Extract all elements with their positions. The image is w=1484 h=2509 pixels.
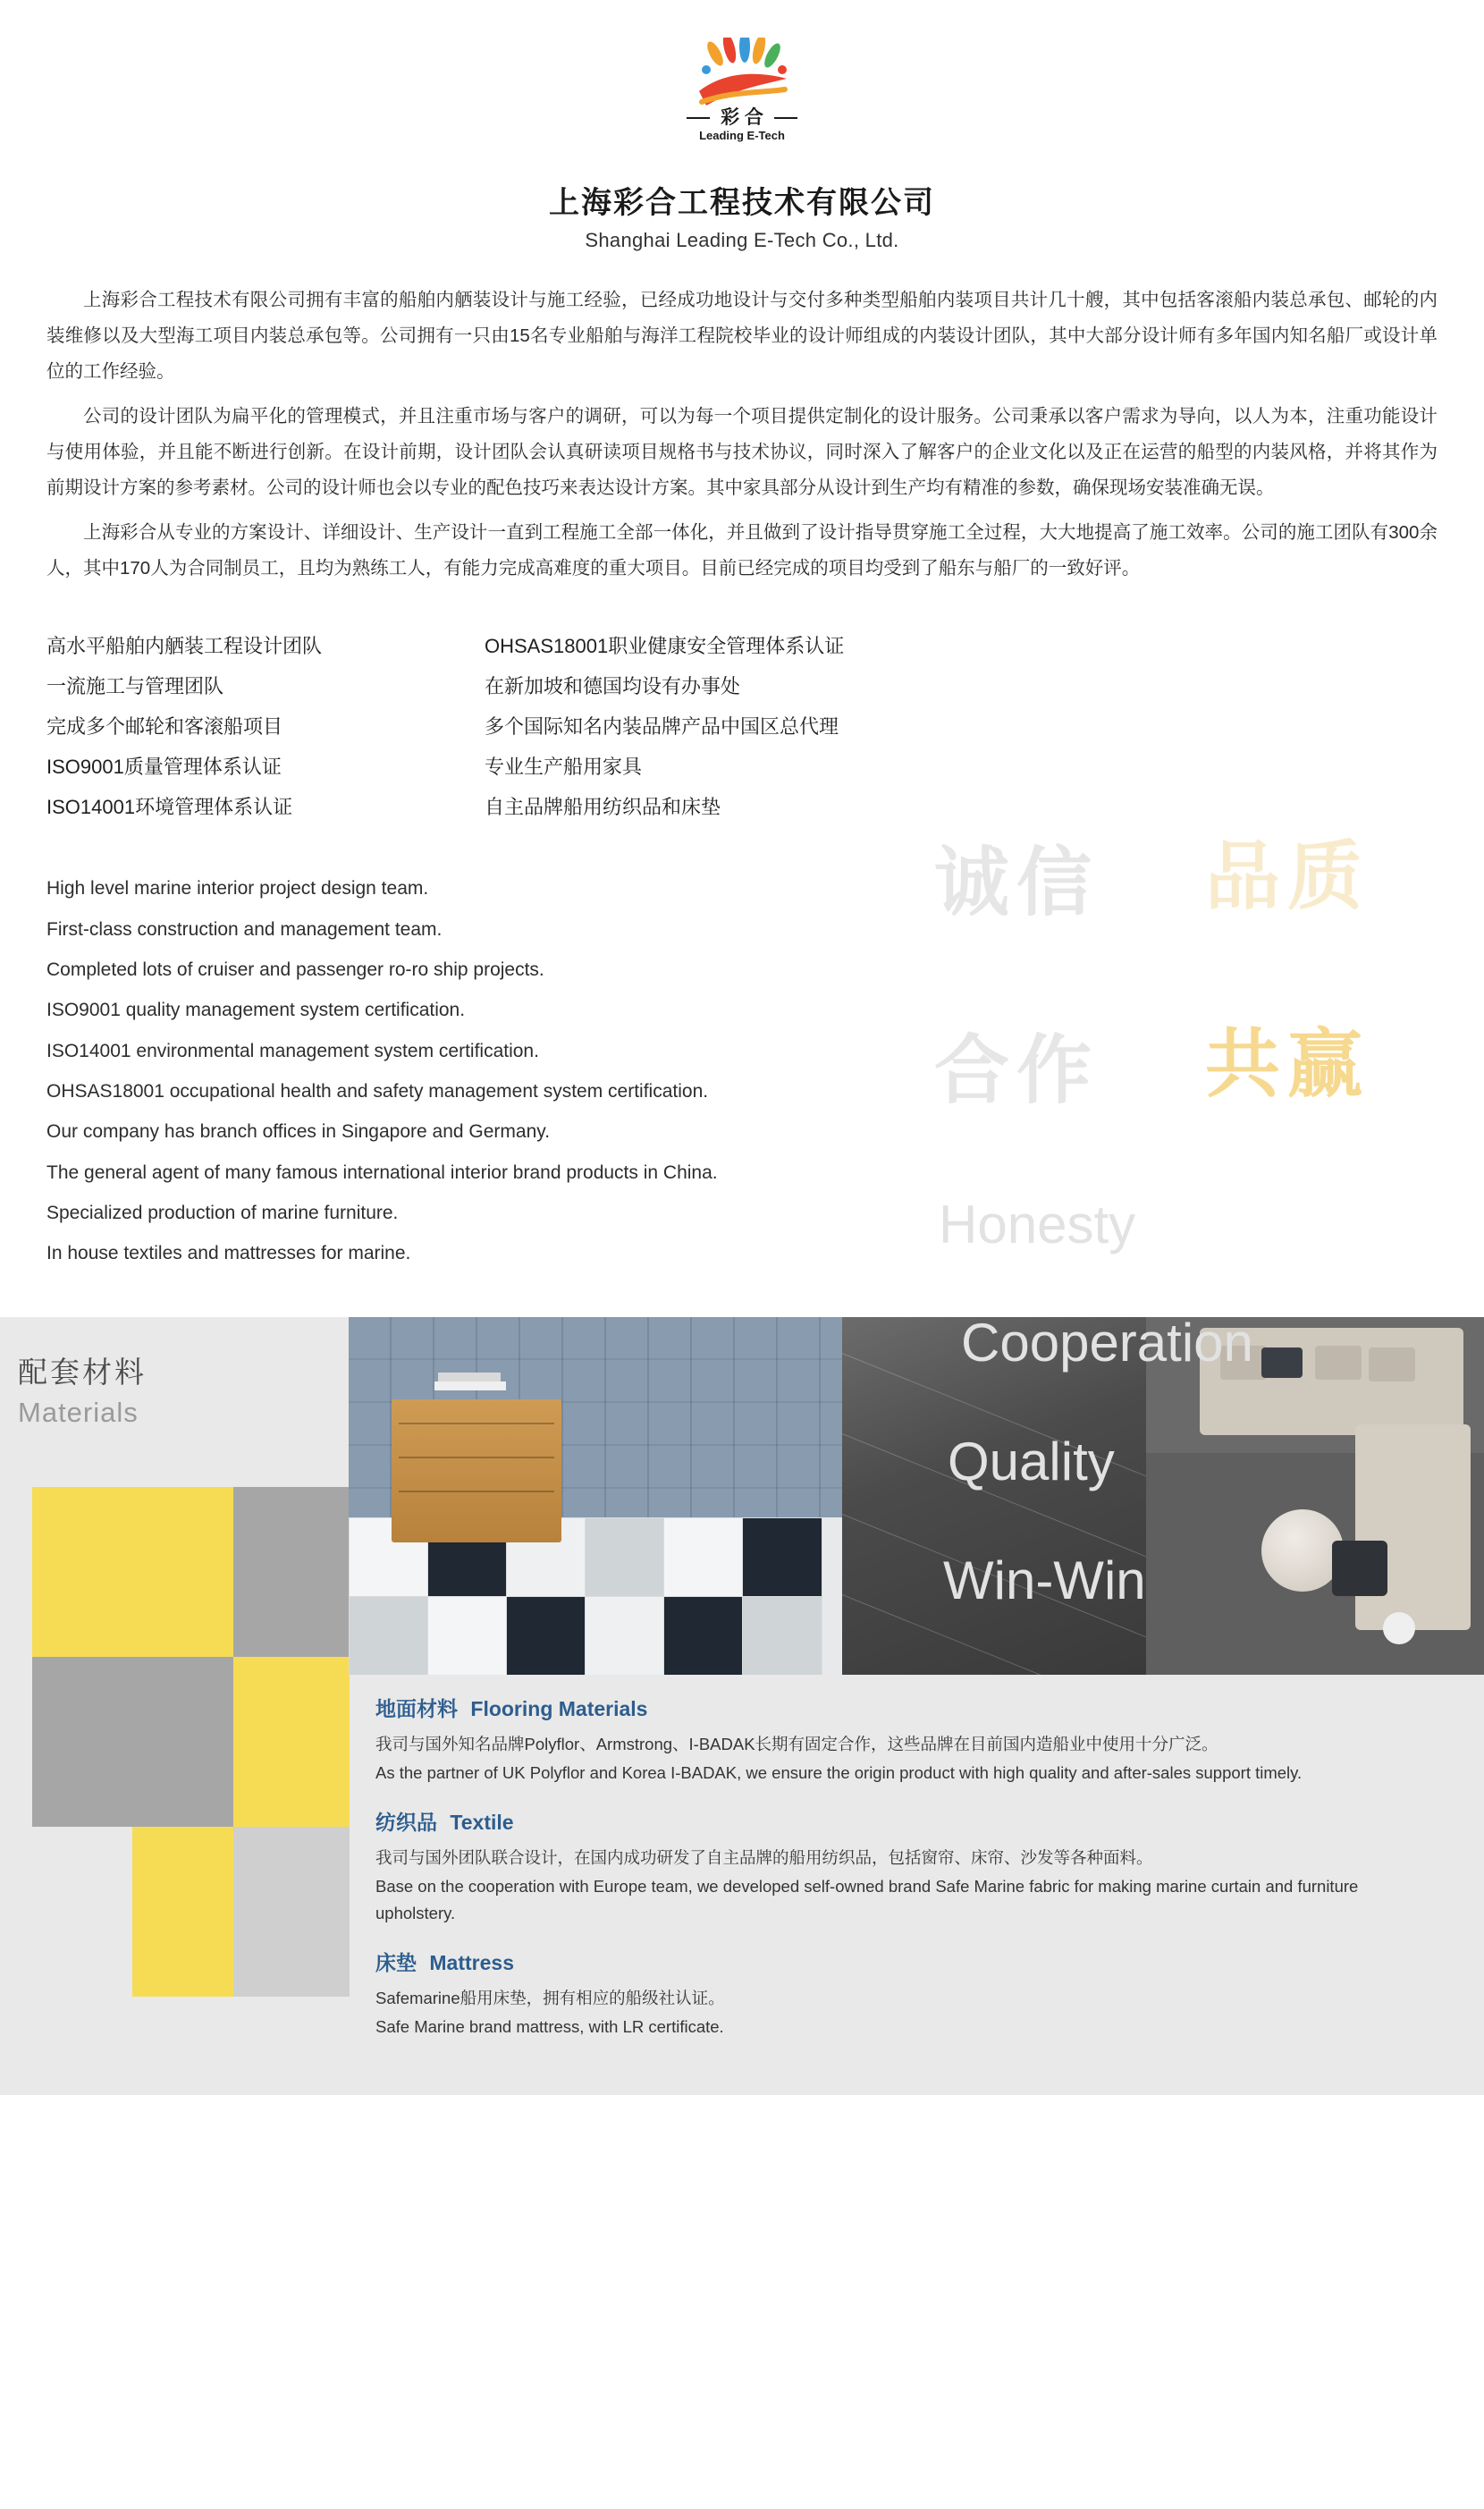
english-item: ISO14001 environmental management system certification. xyxy=(46,1040,539,1061)
materials-image-strip xyxy=(349,1313,1484,1675)
english-item: Completed lots of cruiser and passenger ro-ro ship projects. xyxy=(46,959,544,980)
logo-cn-mark: 彩 合 xyxy=(721,107,763,128)
flooring-tile-room-photo xyxy=(349,1317,842,1675)
watermark-hezuo: 合作 xyxy=(934,1028,1100,1112)
english-item: Our company has branch offices in Singapore and Germany. xyxy=(46,1121,551,1143)
materials-paragraph: 我司与国外团队联合设计，在国内成功研发了自主品牌的船用纺织品，包括窗帘、床帘、沙发等各种面料。 xyxy=(375,1847,1153,1867)
decorative-block-yellow xyxy=(132,1827,233,1997)
caihe-logo xyxy=(653,38,831,163)
materials-title-cn: 配套材料 xyxy=(18,1355,147,1389)
materials-text xyxy=(375,1693,1441,2060)
english-item: The general agent of many famous international interior brand products in China. xyxy=(46,1162,718,1183)
english-item: High level marine interior project design team. xyxy=(46,878,429,900)
materials-block-flooring xyxy=(375,1693,1441,1787)
feature-item: 自主品牌船用纺织品和床垫 xyxy=(485,796,721,819)
decorative-block-yellow xyxy=(233,1657,350,1827)
watermark-quality: Quality xyxy=(948,1432,1115,1491)
english-item: OHSAS18001 occupational health and safety management system certification. xyxy=(46,1081,709,1102)
decorative-block-gray xyxy=(32,1657,233,1827)
materials-paragraph: Base on the cooperation with Europe team, we developed self-owned brand Safe Marine fabric for making marine curtain and furniture upholstery. xyxy=(375,1876,1359,1922)
document-header xyxy=(0,0,1484,252)
intro-section xyxy=(46,283,1438,587)
intro-paragraph: 公司的设计团队为扁平化的管理模式，并且注重市场与客户的调研，可以为每一个项目提供定制化的设计服务。公司秉承以客户需求为导向，以人为本，注重功能设计与使用体验，并且能不断进行创新。在设计前期，设计团队会认真研读项目规格书与技术协议，同时深入了解客户的企业文化以及正在运营的船型的内装风格，并将其作为前期设计方案的参考素材。公司的设计师也会以专业的配色技巧来表达设计方案。其中家具部分从设计到生产均有精准的参数，确保现场安装准确无误。 xyxy=(46,405,1438,498)
watermark-gongying: 共赢 xyxy=(1205,1022,1370,1106)
feature-item: 多个国际知名内装品牌产品中国区总代理 xyxy=(485,714,839,738)
materials-paragraph: 我司与国外知名品牌Polyflor、Armstrong、I-BADAK长期有固定合作，这些品牌在目前国内造船业中使用十分广泛。 xyxy=(375,1734,1218,1753)
watermark-chengxin: 诚信 xyxy=(934,841,1100,925)
materials-heading-cn: 地面材料 xyxy=(375,1696,458,1720)
materials-block-mattress xyxy=(375,1947,1441,2040)
watermark-cooperation: Cooperation xyxy=(961,1313,1253,1373)
materials-heading-en: Textile xyxy=(450,1810,514,1834)
decorative-block-gray xyxy=(233,1487,350,1657)
materials-block-textile xyxy=(375,1806,1441,1927)
english-highlights xyxy=(46,868,1438,1274)
company-name-en: Shanghai Leading E-Tech Co., Ltd. xyxy=(585,229,899,251)
logo-artwork xyxy=(653,38,831,145)
materials-heading-en: Flooring Materials xyxy=(470,1696,648,1720)
decorative-block-yellow xyxy=(32,1487,233,1657)
decorative-block-gray xyxy=(233,1827,350,1997)
feature-lists xyxy=(46,626,1438,827)
english-item: ISO9001 quality management system certification. xyxy=(46,1000,466,1021)
materials-paragraph: Safemarine船用床垫，拥有相应的船级社认证。 xyxy=(375,1988,725,2007)
materials-paragraph: Safe Marine brand mattress, with LR certificate. xyxy=(375,2016,724,2036)
feature-item: ISO14001环境管理体系认证 xyxy=(46,796,293,819)
intro-paragraph: 上海彩合工程技术有限公司拥有丰富的船舶内舾装设计与施工经验，已经成功地设计与交付多种类型船舶内装项目共计几十艘，其中包括客滚船内装总承包、邮轮的内装维修以及大型海工项目内装总承包等。公司拥有一只由15名专业船舶与海洋工程院校毕业的设计师组成的内装设计团队，其中大部分设计师有多年国内知名船厂或设计单位的工作经验。 xyxy=(46,290,1438,382)
materials-heading xyxy=(375,1806,1441,1836)
feature-item: 在新加坡和德国均设有办事处 xyxy=(485,674,741,697)
english-item: Specialized production of marine furniture. xyxy=(46,1203,399,1224)
materials-heading xyxy=(375,1947,1441,1976)
feature-list-left xyxy=(46,626,485,827)
sofa-interior-photo xyxy=(1146,1317,1484,1675)
feature-item: ISO9001质量管理体系认证 xyxy=(46,756,282,779)
materials-heading xyxy=(375,1693,1441,1722)
company-name-cn: 上海彩合工程技术有限公司 xyxy=(549,186,935,220)
english-item: In house textiles and mattresses for marine. xyxy=(46,1243,411,1264)
feature-item: 一流施工与管理团队 xyxy=(46,674,224,697)
materials-title-en: Materials xyxy=(18,1396,139,1428)
materials-section xyxy=(0,1313,1484,2095)
watermark-winwin: Win-Win xyxy=(943,1550,1146,1610)
materials-heading-cn: 床垫 xyxy=(375,1950,417,1974)
feature-item: 完成多个邮轮和客滚船项目 xyxy=(46,714,283,738)
feature-item: OHSAS18001职业健康安全管理体系认证 xyxy=(485,634,845,657)
materials-title xyxy=(18,1349,147,1429)
feature-item: 高水平船舶内舾装工程设计团队 xyxy=(46,634,323,657)
watermark-honesty: Honesty xyxy=(939,1195,1136,1254)
english-item: First-class construction and management team. xyxy=(46,918,443,940)
materials-paragraph: As the partner of UK Polyflor and Korea I-BADAK, we ensure the origin product with high quality and after-sales support timely. xyxy=(375,1762,1303,1782)
logo-en-mark: Leading E-Tech xyxy=(699,129,785,142)
watermark-pinzhi: 品质 xyxy=(1205,834,1370,918)
materials-heading-en: Mattress xyxy=(429,1950,514,1974)
feature-item: 专业生产船用家具 xyxy=(485,756,643,779)
feature-list-right xyxy=(485,626,844,827)
dark-flooring-photo xyxy=(842,1317,1146,1675)
intro-paragraph: 上海彩合从专业的方案设计、详细设计、生产设计一直到工程施工全部一体化，并且做到了设计指导贯穿施工全过程，大大地提高了施工效率。公司的施工团队有300余人，其中170人为合同制员工，且均为熟练工人，有能力完成高难度的重大项目。目前已经完成的项目均受到了船东与船厂的一致好评。 xyxy=(46,521,1438,579)
materials-heading-cn: 纺织品 xyxy=(375,1810,437,1834)
